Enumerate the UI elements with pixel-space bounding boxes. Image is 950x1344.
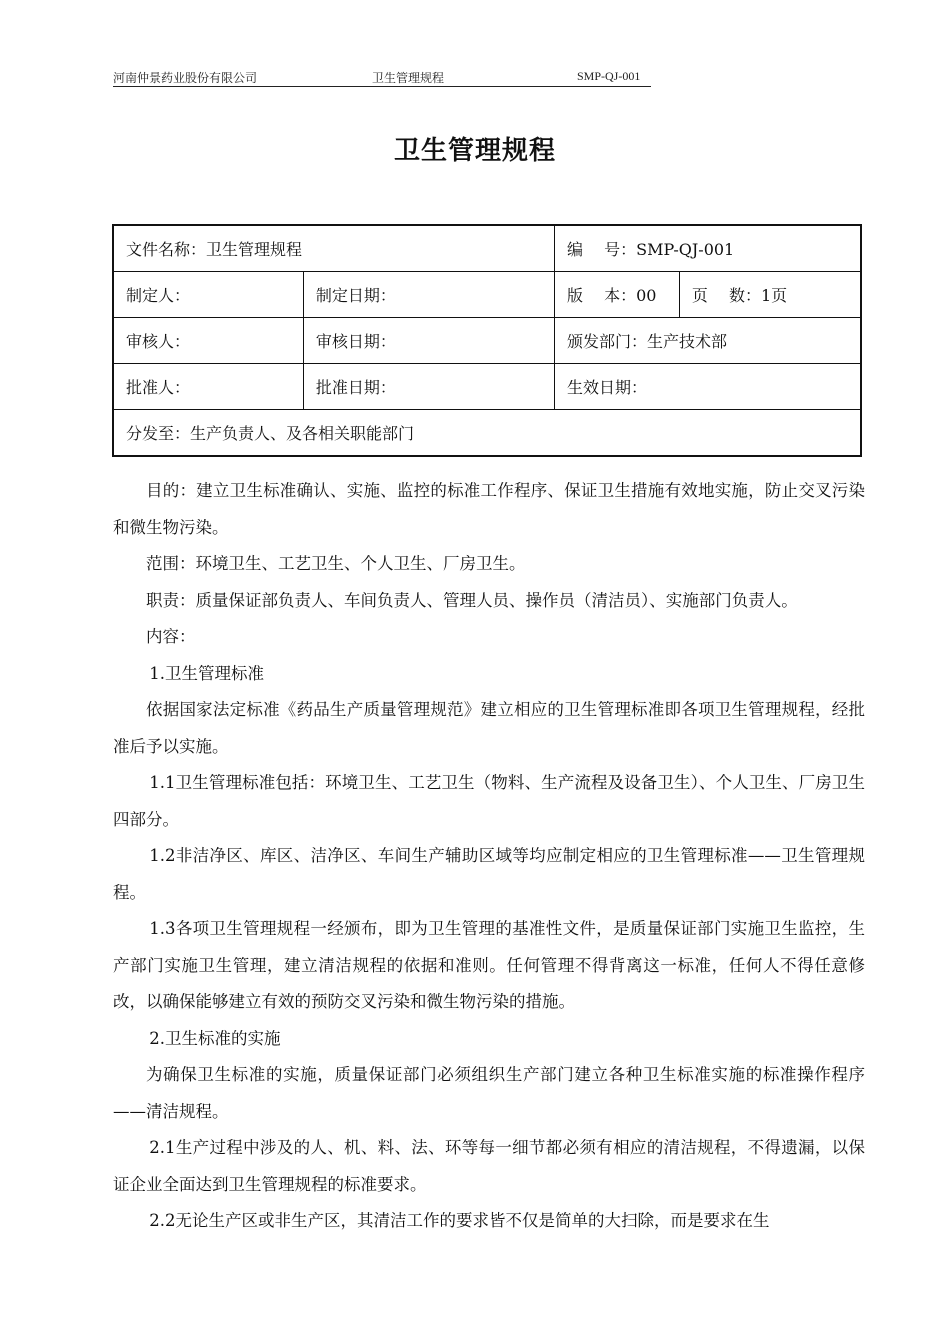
document-info-table — [112, 224, 862, 457]
file-name-cell: 文件名称：卫生管理规程 — [113, 225, 555, 272]
header-company: 河南仲景药业股份有限公司 — [113, 71, 258, 85]
document-body — [113, 473, 865, 1240]
body-paragraph: 2.2无论生产区或非生产区，其清洁工作的要求皆不仅是简单的大扫除，而是要求在生 — [149, 1211, 770, 1230]
effective-date-cell: 生效日期： — [555, 364, 861, 410]
author-cell: 制定人： — [113, 272, 303, 318]
approve-date-cell: 批准日期： — [303, 364, 554, 410]
section-heading: 1.卫生管理标准 — [149, 663, 265, 683]
table-row — [113, 272, 861, 318]
table-row — [113, 364, 861, 410]
body-paragraph: 1.1卫生管理标准包括：环境卫生、工艺卫生（物料、生产流程及设备卫生）、个人卫生、厂房卫生四部分。 — [113, 773, 865, 829]
review-date-cell: 审核日期： — [303, 318, 554, 364]
body-paragraph: 1.3各项卫生管理规程一经颁布，即为卫生管理的基准性文件，是质量保证部门实施卫生监控，生产部门实施卫生管理，建立清洁规程的依据和准则。任何管理不得背离这一标准，任何人不得任意修改，以确保能够建立有效的预防交叉污染和微生物污染的措施。 — [113, 919, 865, 1011]
section-heading: 2.卫生标准的实施 — [149, 1028, 281, 1048]
body-paragraph: 依据国家法定标准《药品生产质量管理规范》建立相应的卫生管理标准即各项卫生管理规程，经批准后予以实施。 — [113, 700, 865, 756]
pages-cell: 页 数：1页 — [679, 272, 861, 318]
document-title: 卫生管理规程 — [393, 136, 556, 166]
approver-cell: 批准人： — [113, 364, 303, 410]
distribution-cell: 分发至：生产负责人、及各相关职能部门 — [113, 410, 861, 457]
doc-number-cell: 编 号：SMP-QJ-001 — [555, 225, 861, 272]
version-cell: 版 本：00 — [555, 272, 680, 318]
header-doc-name: 卫生管理规程 — [372, 71, 445, 85]
header-doc-code: SMP-QJ-001 — [577, 69, 641, 83]
table-row — [113, 318, 861, 364]
body-paragraph: 1.2非洁净区、库区、洁净区、车间生产辅助区域等均应制定相应的卫生管理标准——卫生管理规程。 — [113, 846, 865, 902]
running-header — [113, 68, 651, 87]
purpose-paragraph: 目的：建立卫生标准确认、实施、监控的标准工作程序、保证卫生措施有效地实施，防止交叉污染和微生物污染。 — [113, 481, 865, 537]
scope-paragraph: 范围：环境卫生、工艺卫生、个人卫生、厂房卫生。 — [146, 554, 526, 573]
table-row — [113, 225, 861, 272]
responsibility-paragraph: 职责：质量保证部负责人、车间负责人、管理人员、操作员（清洁员）、实施部门负责人。 — [146, 590, 798, 610]
body-paragraph: 2.1生产过程中涉及的人、机、料、法、环等每一细节都必须有相应的清洁规程，不得遗漏，以保证企业全面达到卫生管理规程的标准要求。 — [113, 1138, 865, 1194]
issuing-dept-cell: 颁发部门：生产技术部 — [555, 318, 861, 364]
body-paragraph: 为确保卫生标准的实施，质量保证部门必须组织生产部门建立各种卫生标准实施的标准操作程序——清洁规程。 — [113, 1065, 865, 1121]
author-date-cell: 制定日期： — [303, 272, 554, 318]
content-heading: 内容： — [146, 627, 196, 646]
reviewer-cell: 审核人： — [113, 318, 303, 364]
table-row — [113, 410, 861, 457]
